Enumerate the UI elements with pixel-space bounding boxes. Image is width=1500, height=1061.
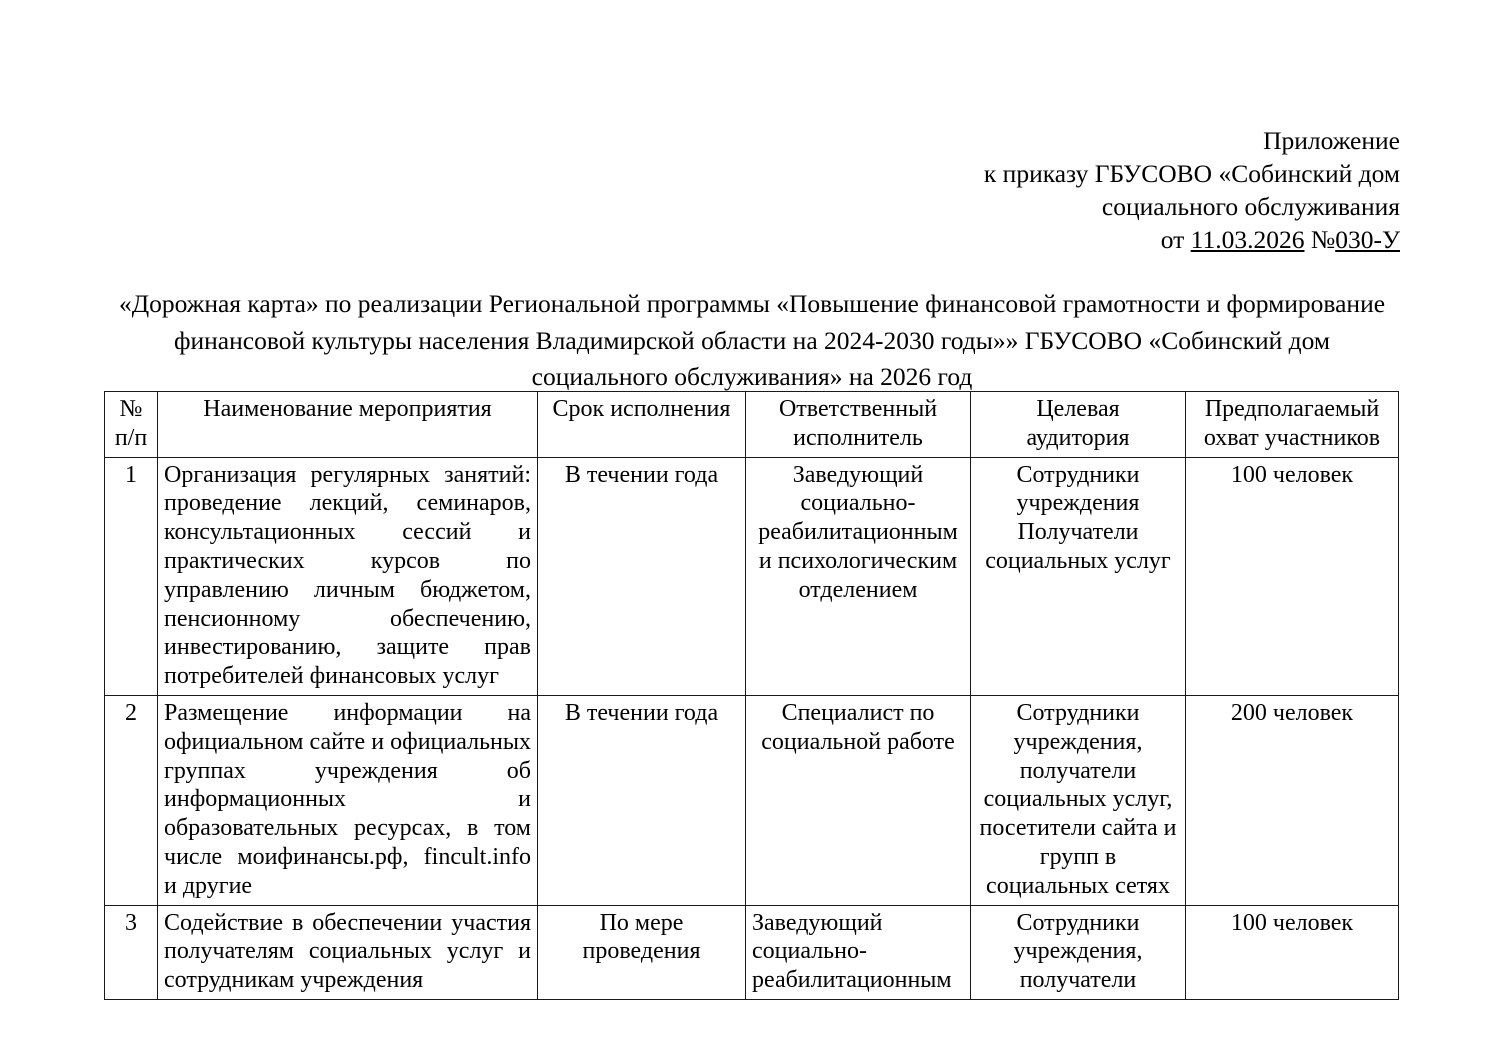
table-row <box>105 905 1399 999</box>
appendix-header-line-4 <box>860 223 1400 256</box>
column-header-reach-line1: Предполагаемый <box>1204 396 1380 422</box>
row-number: 3 <box>105 905 158 999</box>
row-number: 2 <box>105 695 158 905</box>
column-header-name: Наименование мероприятия <box>158 392 538 458</box>
row-audience: Сотрудники учреждения Получатели социальных услуг <box>971 457 1186 695</box>
row-number: 1 <box>105 457 158 695</box>
appendix-header-line-3: социального обслуживания <box>1101 192 1400 222</box>
row-term: По мере проведения <box>538 905 746 999</box>
row-responsible: Заведующий социально-реабилитационным <box>746 905 971 999</box>
row-responsible: Заведующий социально-реабилитационным и психологическим отделением <box>746 457 971 695</box>
column-header-responsible-line1: Ответственный <box>778 396 938 422</box>
appendix-header <box>860 124 1400 257</box>
order-number: 030-У <box>1335 225 1400 255</box>
column-header-number <box>105 392 158 458</box>
table-row <box>105 695 1399 905</box>
column-header-responsible <box>746 392 971 458</box>
roadmap-table <box>104 391 1399 1000</box>
row-activity-name: Содействие в обеспечении участия получателям социальных услуг и сотрудникам учреждения <box>158 905 538 999</box>
order-number-prefix: № <box>1304 225 1336 255</box>
column-header-audience <box>971 392 1186 458</box>
row-term: В течении года <box>538 695 746 905</box>
table-row <box>105 457 1399 695</box>
table-body <box>105 457 1399 999</box>
column-header-responsible-line2: исполнитель <box>793 424 923 451</box>
row-activity-name: Организация регулярных занятий: проведение лекций, семинаров, консультационных сессий и практических курсов по управлению личным бюджетом, пенсионному обеспечению, инвестированию, защите прав потребителей финансовых услуг <box>158 457 538 695</box>
column-header-reach-line2: охват участников <box>1203 424 1381 451</box>
row-reach: 100 человек <box>1186 905 1399 999</box>
row-audience: Сотрудники учреждения, получатели социальных услуг, посетители сайта и групп в социальных сетях <box>971 695 1186 905</box>
order-date: 11.03.2026 <box>1190 225 1305 255</box>
column-header-audience-line1: Целевая <box>1036 396 1120 422</box>
row-responsible: Специалист по социальной работе <box>746 695 971 905</box>
table-header <box>105 392 1399 458</box>
row-reach: 100 человек <box>1186 457 1399 695</box>
order-date-prefix: от <box>1160 225 1191 255</box>
table-header-row <box>105 392 1399 458</box>
row-term: В течении года <box>538 457 746 695</box>
column-header-audience-line2: аудитория <box>1026 424 1130 451</box>
appendix-header-line-1: Приложение <box>1263 126 1400 155</box>
page-title: «Дорожная карта» по реализации Региональной программы «Повышение финансовой грамотности и формирование финансовой культуры населения Владимирской области на 2024-2030 годы»» ГБУСОВО «Собинский дом социального обслуживания» на 2026 год <box>118 289 1386 392</box>
appendix-header-line-2: к приказу ГБУСОВО «Собинский дом <box>983 159 1400 189</box>
row-reach: 200 человек <box>1186 695 1399 905</box>
column-header-number-line2: п/п <box>114 424 148 451</box>
column-header-number-line1: № <box>119 396 143 422</box>
column-header-term: Срок исполнения <box>538 392 746 458</box>
row-audience: Сотрудники учреждения, получатели <box>971 905 1186 999</box>
column-header-reach <box>1186 392 1399 458</box>
row-activity-name: Размещение информации на официальном сайте и официальных группах учреждения об информационных и образовательных ресурсах, в том числе моифинансы.рф, fincult.info и другие <box>158 695 538 905</box>
